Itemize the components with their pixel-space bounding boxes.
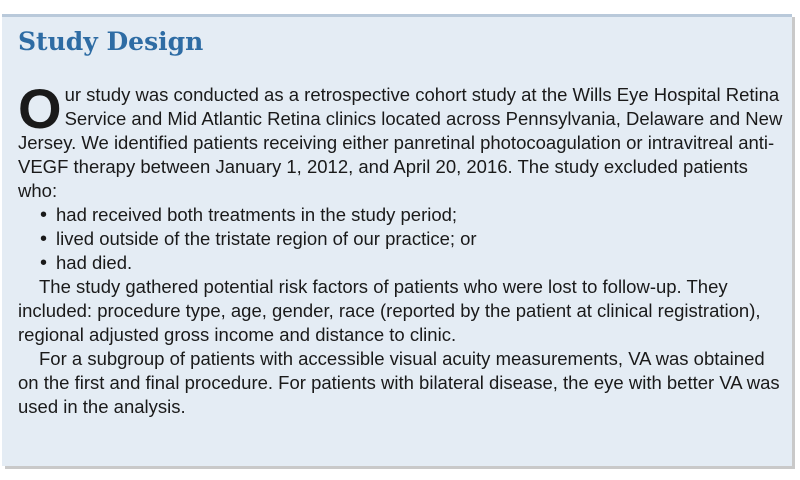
intro-text: ur study was conducted as a retrospective cohort study at the Wills Eye Hospital Retina Service and Mid Atlantic Retina clinics located across Pennsylvania, Delaware and New Jersey. We identified patients receiving either panretinal photocoagulation or intravitreal anti-VEGF therapy between January 1, 2012, and April 20, 2016. The study excluded patients who: <box>18 84 783 201</box>
panel-body <box>18 77 788 419</box>
list-item: • lived outside of the tristate region of our practice; or <box>40 227 788 251</box>
visual-acuity-paragraph: For a subgroup of patients with accessible visual acuity measurements, VA was obtained on the first and final procedure. For patients with bilateral disease, the eye with better VA was used in the analysis. <box>18 348 780 417</box>
study-design-panel <box>2 14 792 466</box>
drop-cap: O <box>18 77 62 140</box>
risk-factors-paragraph: The study gathered potential risk factors of patients who were lost to follow-up. They included: procedure type, age, gender, race (reported by the patient at clinical registration), regional adjusted gross income and distance to clinic. <box>18 276 761 345</box>
list-item: • had died. <box>40 251 788 275</box>
exclusion-list <box>18 203 788 275</box>
list-item: • had received both treatments in the study period; <box>40 203 788 227</box>
intro-paragraph <box>18 77 788 203</box>
panel-title: Study Design <box>18 27 204 56</box>
